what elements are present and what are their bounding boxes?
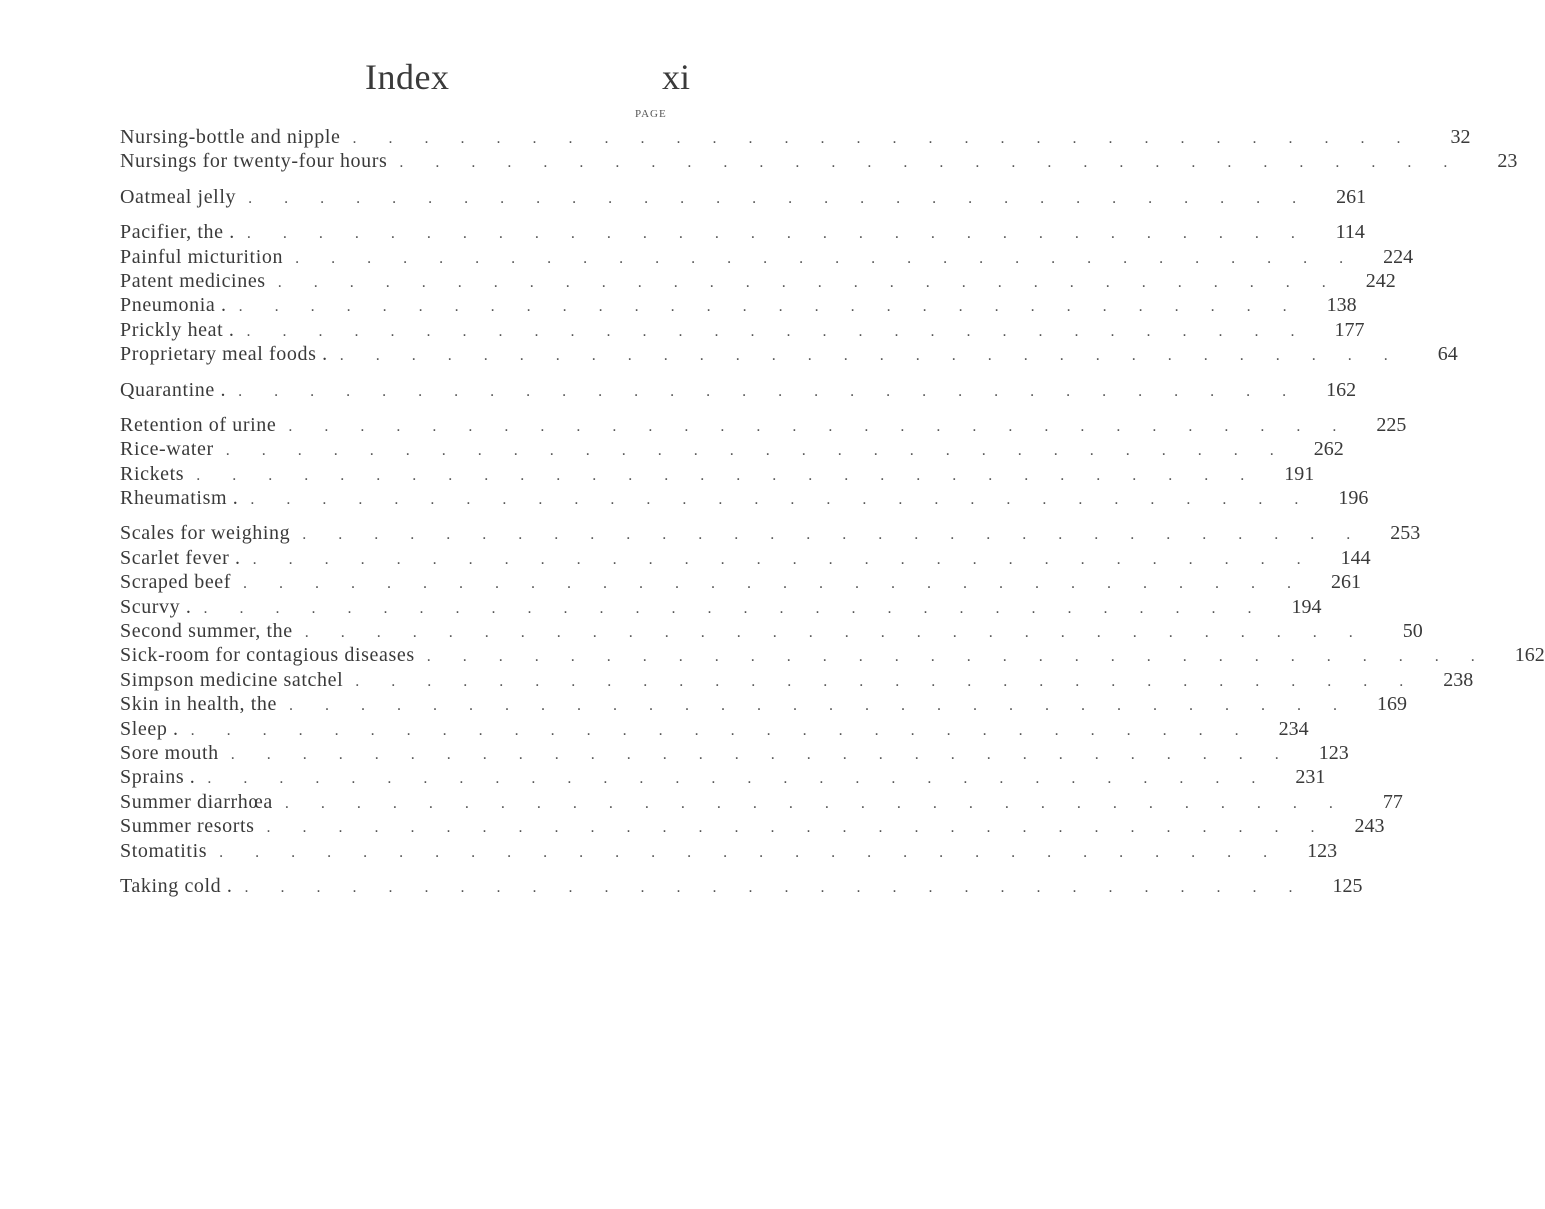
dot-leader: . . . . . . . . . . . . . . . . . . . . . . . . . . . . . . — [288, 417, 1351, 435]
index-term: Summer resorts — [120, 815, 255, 838]
index-term: Sleep . — [120, 717, 179, 740]
dot-leader: . . . . . . . . . . . . . . . . . . . . . . . . . . . . . . — [196, 466, 1259, 484]
index-term: Second summer, the — [120, 620, 293, 643]
dot-leader: . . . . . . . . . . . . . . . . . . . . . . . . . . . . . . — [399, 154, 1462, 172]
index-term: Quarantine . — [120, 378, 227, 401]
index-page-number: 191 — [1284, 462, 1315, 485]
index-page-number: 261 — [1331, 571, 1362, 594]
index-term: Scraped beef — [120, 571, 232, 594]
dot-leader: . . . . . . . . . . . . . . . . . . . . . . . . . . . . . . — [339, 347, 1402, 365]
index-term: Scurvy . — [120, 595, 192, 618]
index-term: Retention of urine — [120, 413, 277, 436]
dot-leader: . . . . . . . . . . . . . . . . . . . . . . . . . . . . . . — [246, 322, 1309, 340]
index-page-number: 234 — [1278, 717, 1309, 740]
index-entry — [120, 790, 1403, 814]
index-term: Nursing-bottle and nipple — [120, 126, 341, 148]
index-entry — [120, 839, 1338, 863]
index-page-number: 32 — [1450, 126, 1471, 148]
index-entry — [120, 149, 1518, 173]
index-entry — [120, 521, 1421, 545]
index-page-number: 238 — [1443, 668, 1474, 691]
page-column-label: PAGE — [635, 108, 667, 120]
index-term: Patent medicines — [120, 269, 266, 292]
index-page-number: 50 — [1402, 620, 1423, 643]
index-page-number: 261 — [1336, 185, 1367, 208]
index-entry — [120, 437, 1344, 461]
dot-leader: . . . . . . . . . . . . . . . . . . . . . . . . . . . . . . — [250, 491, 1313, 509]
index-page-number: 64 — [1437, 343, 1458, 366]
index-entry — [120, 692, 1407, 716]
index-term: Summer diarrhœa — [120, 790, 273, 813]
index-page-number: 262 — [1313, 438, 1344, 461]
index-group-o — [120, 185, 1367, 209]
index-page-number: 138 — [1326, 294, 1357, 317]
index-term: Proprietary meal foods . — [120, 343, 328, 366]
index-group-s — [120, 521, 1545, 862]
index-term: Prickly heat . — [120, 318, 235, 341]
index-group-q — [120, 378, 1357, 402]
dot-leader: . . . . . . . . . . . . . . . . . . . . . . . . . . . . . . — [230, 745, 1293, 763]
dot-leader: . . . . . . . . . . . . . . . . . . . . . . . . . . . . . . — [352, 130, 1415, 147]
index-term: Taking cold . — [120, 874, 233, 897]
dot-leader: . . . . . . . . . . . . . . . . . . . . . . . . . . . . . . — [355, 672, 1418, 690]
index-entry — [120, 595, 1322, 619]
index-page-number: 123 — [1307, 839, 1338, 862]
dot-leader: . . . . . . . . . . . . . . . . . . . . . . . . . . . . . . — [243, 575, 1306, 593]
index-page-number: 196 — [1338, 487, 1369, 510]
index-term: Simpson medicine satchel — [120, 668, 344, 691]
index-page-number: 23 — [1497, 150, 1518, 173]
index-page-number: 114 — [1335, 221, 1365, 244]
index-term: Nursings for twenty-four hours — [120, 150, 388, 173]
index-list — [120, 125, 1545, 909]
index-term: Pacifier, the . — [120, 221, 235, 244]
index-page-number: 77 — [1382, 790, 1403, 813]
index-term: Oatmeal jelly — [120, 185, 237, 208]
index-entry — [120, 717, 1309, 741]
index-entry — [120, 269, 1396, 293]
index-term: Sore mouth — [120, 741, 219, 764]
index-page-number: 194 — [1291, 595, 1322, 618]
dot-leader: . . . . . . . . . . . . . . . . . . . . . . . . . . . . . . — [284, 794, 1347, 812]
index-entry — [120, 220, 1365, 244]
index-page-number: 169 — [1376, 693, 1407, 716]
index-entry — [120, 378, 1357, 402]
index-page-number: 242 — [1365, 269, 1396, 292]
index-term: Rickets — [120, 462, 185, 485]
index-group-t — [120, 874, 1363, 898]
index-group-r — [120, 413, 1407, 511]
index-page-number: 231 — [1295, 766, 1326, 789]
index-term: Stomatitis — [120, 839, 208, 862]
index-page-number: 225 — [1376, 413, 1407, 436]
index-entry — [120, 413, 1407, 437]
index-entry — [120, 765, 1326, 789]
index-term: Sick-room for contagious diseases — [120, 644, 415, 667]
dot-leader: . . . . . . . . . . . . . . . . . . . . . . . . . . . . . . — [248, 189, 1311, 207]
dot-leader: . . . . . . . . . . . . . . . . . . . . . . . . . . . . . . — [246, 225, 1309, 243]
index-page-number: 144 — [1340, 546, 1371, 569]
dot-leader: . . . . . . . . . . . . . . . . . . . . . . . . . . . . . . — [238, 382, 1301, 400]
index-entry — [120, 486, 1369, 510]
dot-leader: . . . . . . . . . . . . . . . . . . . . . . . . . . . . . . — [219, 843, 1282, 861]
index-term: Rice-water — [120, 438, 214, 461]
dot-leader: . . . . . . . . . . . . . . . . . . . . . . . . . . . . . . — [252, 550, 1315, 568]
dot-leader: . . . . . . . . . . . . . . . . . . . . . . . . . . . . . . — [295, 249, 1358, 267]
index-entry — [120, 245, 1414, 269]
index-page-number: 123 — [1318, 741, 1349, 764]
index-entry — [120, 185, 1367, 209]
index-entry — [120, 643, 1545, 667]
index-entry — [120, 874, 1363, 898]
dot-leader: . . . . . . . . . . . . . . . . . . . . . . . . . . . . . . — [238, 298, 1301, 316]
index-term: Rheumatism . — [120, 487, 239, 510]
dot-leader: . . . . . . . . . . . . . . . . . . . . . . . . . . . . . . — [288, 697, 1351, 715]
index-term: Pneumonia . — [120, 294, 227, 317]
index-entry — [120, 293, 1357, 317]
dot-leader: . . . . . . . . . . . . . . . . . . . . . . . . . . . . . . — [225, 442, 1288, 460]
index-term: Skin in health, the — [120, 693, 277, 716]
dot-leader: . . . . . . . . . . . . . . . . . . . . . . . . . . . . . . — [302, 526, 1365, 544]
page-header — [120, 56, 690, 104]
index-page-number: 162 — [1326, 378, 1357, 401]
index-term: Scales for weighing — [120, 522, 291, 545]
dot-leader: . . . . . . . . . . . . . . . . . . . . . . . . . . . . . . — [304, 624, 1367, 642]
index-entry — [120, 546, 1371, 570]
index-entry — [120, 814, 1385, 838]
dot-leader: . . . . . . . . . . . . . . . . . . . . . . . . . . . . . . — [244, 878, 1307, 896]
page-title: Index — [365, 57, 450, 97]
index-entry — [120, 125, 1471, 149]
index-entry — [120, 619, 1423, 643]
dot-leader: . . . . . . . . . . . . . . . . . . . . . . . . . . . . . . — [266, 819, 1329, 837]
dot-leader: . . . . . . . . . . . . . . . . . . . . . . . . . . . . . . — [207, 770, 1270, 788]
index-term: Scarlet fever . — [120, 546, 241, 569]
page-folio: xi — [661, 57, 690, 97]
index-page-number: 125 — [1332, 874, 1363, 897]
dot-leader: . . . . . . . . . . . . . . . . . . . . . . . . . . . . . . — [190, 721, 1253, 739]
index-group-n — [120, 125, 1518, 174]
index-page-number: 177 — [1334, 318, 1365, 341]
index-page-number: 162 — [1514, 644, 1545, 667]
dot-leader: . . . . . . . . . . . . . . . . . . . . . . . . . . . . . . — [426, 648, 1489, 666]
index-group-p — [120, 220, 1458, 366]
index-term: Painful micturition — [120, 245, 284, 268]
dot-leader: . . . . . . . . . . . . . . . . . . . . . . . . . . . . . . — [277, 273, 1340, 291]
index-entry — [120, 741, 1349, 765]
index-page-number: 224 — [1383, 245, 1414, 268]
index-entry — [120, 342, 1458, 366]
index-entry — [120, 668, 1474, 692]
index-entry — [120, 462, 1315, 486]
index-page-number: 253 — [1390, 522, 1421, 545]
index-entry — [120, 570, 1362, 594]
index-entry — [120, 318, 1365, 342]
index-page-number: 243 — [1354, 815, 1385, 838]
index-term: Sprains . — [120, 766, 196, 789]
dot-leader: . . . . . . . . . . . . . . . . . . . . . . . . . . . . . . — [203, 599, 1266, 617]
